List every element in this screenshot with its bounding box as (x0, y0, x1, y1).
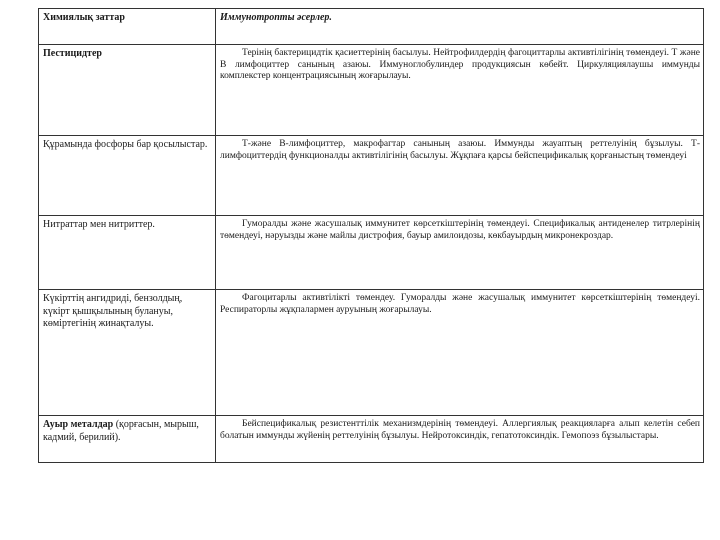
header-left-cell (39, 9, 216, 45)
table-header-row (39, 9, 704, 45)
header-effects-label: Иммунотропты әсерлер. (220, 12, 332, 23)
row-chemical-cell (39, 45, 216, 136)
chemical-name-rest: Нитраттар мен нитриттер. (43, 219, 155, 230)
immunotropic-effects-table (38, 8, 704, 460)
table-row (39, 290, 704, 416)
chemical-name-rest: Құрамында фосфоры бар қосылыстар. (43, 139, 208, 150)
effect-text: Т-және В-лимфоциттер, макрофагтар санының азаюы. Иммунды жауаптың реттелуінің бұзылуы. Т-лимфоциттердің функционалды активтілігінің басылуы. Жұқпаға қарсы бейспецификалық қорғаныстың төмендеуі (220, 139, 700, 161)
row-effect-cell (216, 416, 704, 463)
header-chemicals-label: Химиялық заттар (43, 12, 125, 23)
row-chemical-cell (39, 416, 216, 463)
row-effect-cell (216, 290, 704, 416)
row-effect-cell (216, 136, 704, 216)
row-chemical-cell (39, 136, 216, 216)
row-chemical-cell (39, 216, 216, 290)
chemical-name-bold: Ауыр металдар (43, 419, 114, 430)
table-row (39, 216, 704, 290)
effect-text: Фагоцитарлы активтілікті төмендеу. Гуморалды және жасушалық иммунитет көрсеткіштерінің төмендеуі. Респираторлы жұқпалармен ауруының жоғарылауы. (220, 293, 700, 315)
row-effect-cell (216, 45, 704, 136)
table-row (39, 136, 704, 216)
effect-text: Терінің бактерицидтік қасиеттерінің басылуы. Нейтрофилдердің фагоциттарлы активтілігінің төмендеуі. Т және В лимфоциттер санының азаюы. Иммуноглобулиндер продукциясын көбейт. Циркуляциялаушы иммунды комплекстер концентрациясының жоғарылауы. (220, 48, 700, 81)
effect-text: Бейспецификалық резистенттілік механизмдерінің төмендеуі. Аллергиялық реакцияларға алып келетін себеп болатын иммунды жүйенің реттелуінің бұзылуы. Нейротоксиндік, гепатотоксиндік. Гемопоэз бұзылыстары. (220, 419, 700, 441)
table-row (39, 45, 704, 136)
header-right-cell (216, 9, 704, 45)
chemicals-table (38, 8, 704, 463)
chemical-name-rest: (қорғасын, мырыш, кадмий, берилий). (43, 419, 199, 443)
table-row (39, 416, 704, 463)
chemical-name-bold: Пестицидтер (43, 48, 102, 59)
row-effect-cell (216, 216, 704, 290)
row-chemical-cell (39, 290, 216, 416)
effect-text: Гуморалды және жасушалық иммунитет көрсеткіштерінің төмендеуі. Спецификалық антиденелер титрлерінің төмендеуі, нәруызды және майлы дистрофия, бауыр амилоидозы, көкбауырдың микронекроздар. (220, 219, 700, 241)
chemical-name-rest: Күкірттің ангидриді, бензолдың, күкірт қышқылының булануы, көміртегінің жинақталуы. (43, 293, 183, 329)
